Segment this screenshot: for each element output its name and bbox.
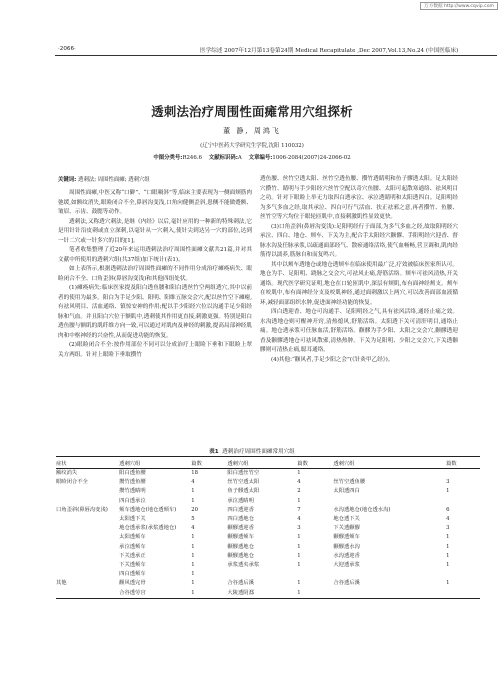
table-cell: 1 (297, 580, 301, 587)
keywords (58, 175, 258, 183)
table-cell: 承泣透颊车 (119, 543, 146, 550)
table-cell: 大迎透承浆 (333, 562, 360, 569)
table-cell (446, 570, 480, 579)
table-cell: 1 (297, 470, 301, 476)
table-cell: 4 (191, 525, 195, 532)
table-cell: 4 (297, 516, 301, 523)
table-cell: 7 (297, 506, 301, 513)
paragraph: 其中以颊车透地仓或地仓透颊车在临床使用最广泛,疗效被临床医家所认可。地仓为手、足阳明、跷脉之交会穴,可祛风止痛,舒筋活络。颊车可祛风清热,开关通络。现代医学研究证明,地仓在口轮匝肌中,深层有颊肌,布有面神经颊支。颊车在咬肌中,布有面神经分支及咬肌神经,通过面刺激以上两穴,可以改善面部血液循环,减轻面部组织水肿,促进面神经功能的恢复。 (260, 261, 458, 306)
article-id-value: 1006-2084(2007)24-2066-02 (272, 155, 351, 161)
table-cell: 3 (297, 525, 301, 532)
table-cell: 四白透颊车 (119, 571, 146, 578)
table-cell (446, 469, 480, 479)
table-cell (446, 589, 480, 599)
table-cell: 5 (191, 516, 195, 523)
table-cell (56, 497, 119, 506)
table-cell (227, 570, 297, 579)
table-cell: 下关透承正 (119, 552, 146, 559)
right-column (260, 175, 458, 365)
table-cell: 攒竹透睛明 (119, 488, 146, 495)
acupoint-table (56, 456, 480, 599)
column-header: 篇数 (446, 457, 480, 469)
table-cell: 3 (446, 479, 450, 486)
paragraph: 如上表所示,根据透刺法治疗周围性面瘫的不同作用分成治疗瘫痪病失、眼睑闭合不全、口角歪斜(鼻唇沟变浅)和其他四组处状。 (58, 266, 252, 282)
doc-code-label: 文献标识码: (208, 155, 238, 161)
table-cell: 1 (446, 562, 450, 569)
table-cell (56, 515, 119, 524)
classification-line (0, 153, 504, 161)
page-number: ·2066· (58, 46, 76, 52)
table-cell: 2 (297, 488, 301, 495)
table-cell (56, 589, 119, 599)
authors: 董 静, 周鸿飞 (223, 127, 281, 135)
table-cell: 额纹消失 (56, 470, 78, 476)
table-cell: 1 (191, 589, 227, 599)
table-row (56, 497, 480, 506)
paragraph: (4)其他:“颧风者,手足少阳之会”(《针灸甲乙经》)。 (271, 356, 394, 363)
table-cell: 颧风透完骨 (119, 580, 146, 587)
table-row (56, 524, 480, 533)
table-cell (56, 524, 119, 533)
table-label: 表1 (209, 449, 219, 455)
paragraph: 透刺法,又称透穴刺法,是继《内经》以后,毫针应用的一种新的特殊刺法,它是用针针沿皮刺或直立深刺,以毫针从一穴刺入,使针尖到达另一穴的部位,达到一针二穴或一针多穴的目的[1]。 (58, 218, 252, 244)
table-cell: 太阳透颊车 (119, 534, 146, 541)
table-cell: 1 (191, 552, 195, 559)
table-cell: 1 (191, 543, 195, 550)
affiliation: (辽宁中医药大学研究生学院,沈阳 110032) (200, 143, 304, 149)
table-cell (446, 497, 480, 506)
table-cell: 1 (191, 562, 195, 569)
table-cell (56, 561, 119, 570)
column-header: 透刺穴组 (119, 457, 191, 469)
table-cell (56, 487, 119, 496)
table-cell: 颧髎透颊车 (333, 534, 360, 541)
table-cell (56, 570, 119, 579)
table-row (56, 487, 480, 496)
table-cell: 丝竹空透鱼腰 (333, 479, 366, 486)
table-cell: 1 (446, 552, 450, 559)
table-cell: 水沟透地仓(地仓透水沟) (333, 506, 391, 513)
table-cell: 1 (297, 552, 301, 559)
table-cell: 1 (297, 589, 333, 599)
table-cell: 鱼子髎透太阳 (227, 488, 260, 495)
column-header: 篇数 (297, 457, 333, 469)
left-column (58, 189, 252, 360)
table-title: 透刺治疗周围性面瘫常用穴组 (222, 449, 295, 455)
table-cell: 颧髎透地仓 (227, 552, 254, 559)
paragraph: (2)眼睑闭合不全:按作用部位不同可以分成治疗上眼睑下垂和下眼睑上翠关方两组。针对上眼睑下垂取攒竹 (58, 342, 252, 358)
table-cell: 口角歪斜(鼻唇沟变浅) (56, 506, 108, 513)
table-caption (0, 447, 504, 455)
table-cell: 1 (297, 543, 301, 550)
table-cell: 阳白透鱼腰 (119, 470, 146, 476)
table-cell (333, 589, 446, 599)
table-cell: 4 (446, 516, 450, 523)
table-cell: 太阳透四白 (333, 488, 360, 495)
table-cell: 合谷透后溪 (333, 580, 360, 587)
column-header: 篇数 (191, 457, 227, 469)
table-cell: 四白透迎香 (227, 506, 254, 513)
header-rule (55, 55, 497, 56)
table-row (56, 570, 480, 579)
table-cell: 4 (191, 479, 195, 486)
table-cell: 承泣透睛明 (227, 497, 254, 504)
table-cell: 1 (446, 534, 450, 541)
table-cell: 四白透地仓 (227, 516, 254, 523)
table-cell: 颧髎透迎香 (227, 525, 254, 532)
table-row (56, 533, 480, 542)
table-row (56, 515, 480, 524)
table-cell: 1 (191, 534, 195, 541)
table-cell: 其他 (56, 580, 67, 587)
table-cell: 地仓透承浆(承浆透地仓) (119, 525, 177, 532)
table-row (56, 469, 480, 479)
table-cell (333, 570, 446, 579)
table-cell: 大陵透阴郄 (227, 589, 297, 599)
table-row (56, 589, 480, 599)
table-cell (56, 552, 119, 561)
paragraph: 四白透迎香、地仓可沟通手、足阳明经之气,具有祛风活络,通经止痛之效。水沟透地仓则可醒神开窍,清热熄风,舒筋活络。太阳透下关可清肝明目,通络止痛。地仓透承浆可任脉血活,舒筋活络。颧髎为手少阳、太阳之交会穴,颧髎透迎香及颧髎透地仓可祛风散邪,清热热肿。下关为足阳明、少阳之交会穴,下关透颧髎则可清热止痛,聪耳通络。 (260, 309, 458, 353)
table-cell (56, 543, 119, 552)
article-id-label: 文章编号: (248, 155, 273, 161)
table-cell: 1 (297, 534, 301, 541)
keywords-value: 透刺法; 周围性面瘫; 透刺穴组 (78, 177, 150, 183)
table-cell: 四白透承泣 (119, 497, 146, 504)
table-cell: 下关透颧髎 (333, 525, 360, 532)
table-cell: 眼睑闭合不全 (56, 479, 88, 486)
table-cell: 颊车透地仓(地仓透颊车) (119, 506, 177, 513)
table-cell: 颧髎透地仓 (227, 543, 254, 550)
column-header: 透刺穴组 (333, 457, 446, 469)
column-header: 症状 (56, 457, 119, 469)
table-cell: 下关透颊车 (119, 562, 146, 569)
doc-code-value: A (237, 155, 242, 161)
table-cell: 承浆透夹承浆 (227, 562, 260, 569)
keywords-label: 关键词: (58, 177, 77, 183)
clc-value: R246.6 (182, 155, 202, 161)
article-title: 透刺法治疗周围性面瘫常用穴组探析 (151, 104, 353, 119)
table-cell: 颧髎透颊车 (227, 534, 254, 541)
table-cell: 太阳透下关 (119, 516, 146, 523)
paragraph: (1)瘫痪病失:临床医家提及阳白透鱼腰和阳白透丝竹空两组透穴,其中以前者的使用为最多。阳白为手足少阳、阳明、阳维五脉交会穴,配以丝竹空下瘫瘪,有祛风明目、活血通络、镇惊安神的作用;配以手少阳经穴位以沟通手足少阳经脉和气血。并且阳白穴位于额肌中,透刺使其作用更直接,刺激更强。特别是阳白透鱼腰与额肌的肌纤维方向一致,可以通过对肌肉及神经的刺激,提高局部神经肌肉和中枢神经的兴奋性,从而促进功能的恢复。 (58, 285, 252, 339)
table-cell (333, 497, 446, 506)
paragraph: (3)口角歪斜(鼻唇沟变浅):足阳明经行于面部,为多气多血之经,故取阳明经穴承泣、四白、地仓、颊车、下关为主,配合手太阳经穴颧髎、手阳明经穴迎香、督脉水沟及任脉承浆,以疏通面部经气、散瘀通络活络,使气血畅畅,营卫调和,肌肉经筋得以濡养,筋脉自和而复鸣兴。 (260, 223, 458, 258)
table-cell: 1 (191, 488, 195, 495)
table-cell (56, 533, 119, 542)
table-cell: 1 (297, 497, 301, 504)
table-cell: 1 (191, 497, 195, 504)
table-cell: 1 (446, 488, 450, 495)
table-cell: 攒竹透鱼腰 (119, 479, 146, 486)
table-row (56, 506, 480, 515)
table-row (56, 478, 480, 487)
paragraph: 透鱼腰、丝竹空透太阳、丝竹空透鱼腰、攒竹透睛明和鱼子髎透太阳。足太阳经穴攒竹、睛明与手少阳经穴丝竹空配以奇穴鱼腰、太阳可起散寒通络、祛风明目之功。针对下眼睑上举无力取四白透承泣、承泣透睛明和太阳透四白。足阳明经为多气多血之经,取其承泣、四白可行气活血、扶正祛邪之意,再者攒竹、鱼腰、丝竹空等穴均位于眼轮匝肌中,直接刺激肌性显效更快。 (260, 176, 458, 220)
table-cell: 丝竹空透太阳 (227, 479, 260, 486)
table-row (56, 543, 480, 552)
watermark-stamp: 万方数据 http://www.cqvip.com (420, 2, 498, 10)
table-cell: 合谷透后溪 (227, 580, 254, 587)
table-row (56, 579, 480, 588)
table-cell: 1 (446, 580, 450, 587)
paragraph: 周围性面瘫,中医又称“口僻”、“口眼喎斜”等,临床主要表现为一侧面颊筋肉弛缓,如额纹消失,眼睑闭合不全,鼻唇沟变浅,口角向健侧歪斜,患侧不能做蹙额、皱眉、示齿、鼓腮等动作。 (58, 190, 252, 215)
table-cell (333, 469, 446, 479)
table-cell: 6 (446, 506, 450, 513)
journal-citation: 医学综述 2007年12月第13卷第24期 Medical Recapitulate ,Dec 2007,Vol.13,No.24 (中国医临床) (200, 48, 459, 54)
table-cell: 1 (446, 543, 450, 550)
table-cell: 1 (297, 562, 301, 569)
paragraph: 笔者收集整理了近20年来运用透刺法治疗周围性面瘫文献共21篇,并对其文献中所使用的透刺穴组(共37组)加下统计(表1)。 (58, 247, 252, 263)
table-row (56, 552, 480, 561)
table-cell: 1 (191, 580, 195, 587)
table-cell: 4 (297, 479, 301, 486)
table-row (56, 561, 480, 570)
table-cell (297, 570, 333, 579)
table-cell: 阳白透丝竹空 (227, 470, 260, 476)
table-cell: 地仓透下关 (333, 516, 360, 523)
clc-label: 中图分类号: (153, 155, 183, 161)
table-cell: 3 (446, 525, 450, 532)
table-cell: 颧髎透水沟 (333, 543, 360, 550)
table-cell: 1 (191, 571, 195, 578)
table-cell: 18 (191, 470, 199, 476)
table-cell: 水沟透迎香 (333, 552, 360, 559)
table-header-row (56, 457, 480, 469)
table-cell: 合谷透劳宫 (119, 589, 191, 599)
table-cell: 20 (191, 506, 199, 513)
column-header: 透刺穴组 (227, 457, 297, 469)
